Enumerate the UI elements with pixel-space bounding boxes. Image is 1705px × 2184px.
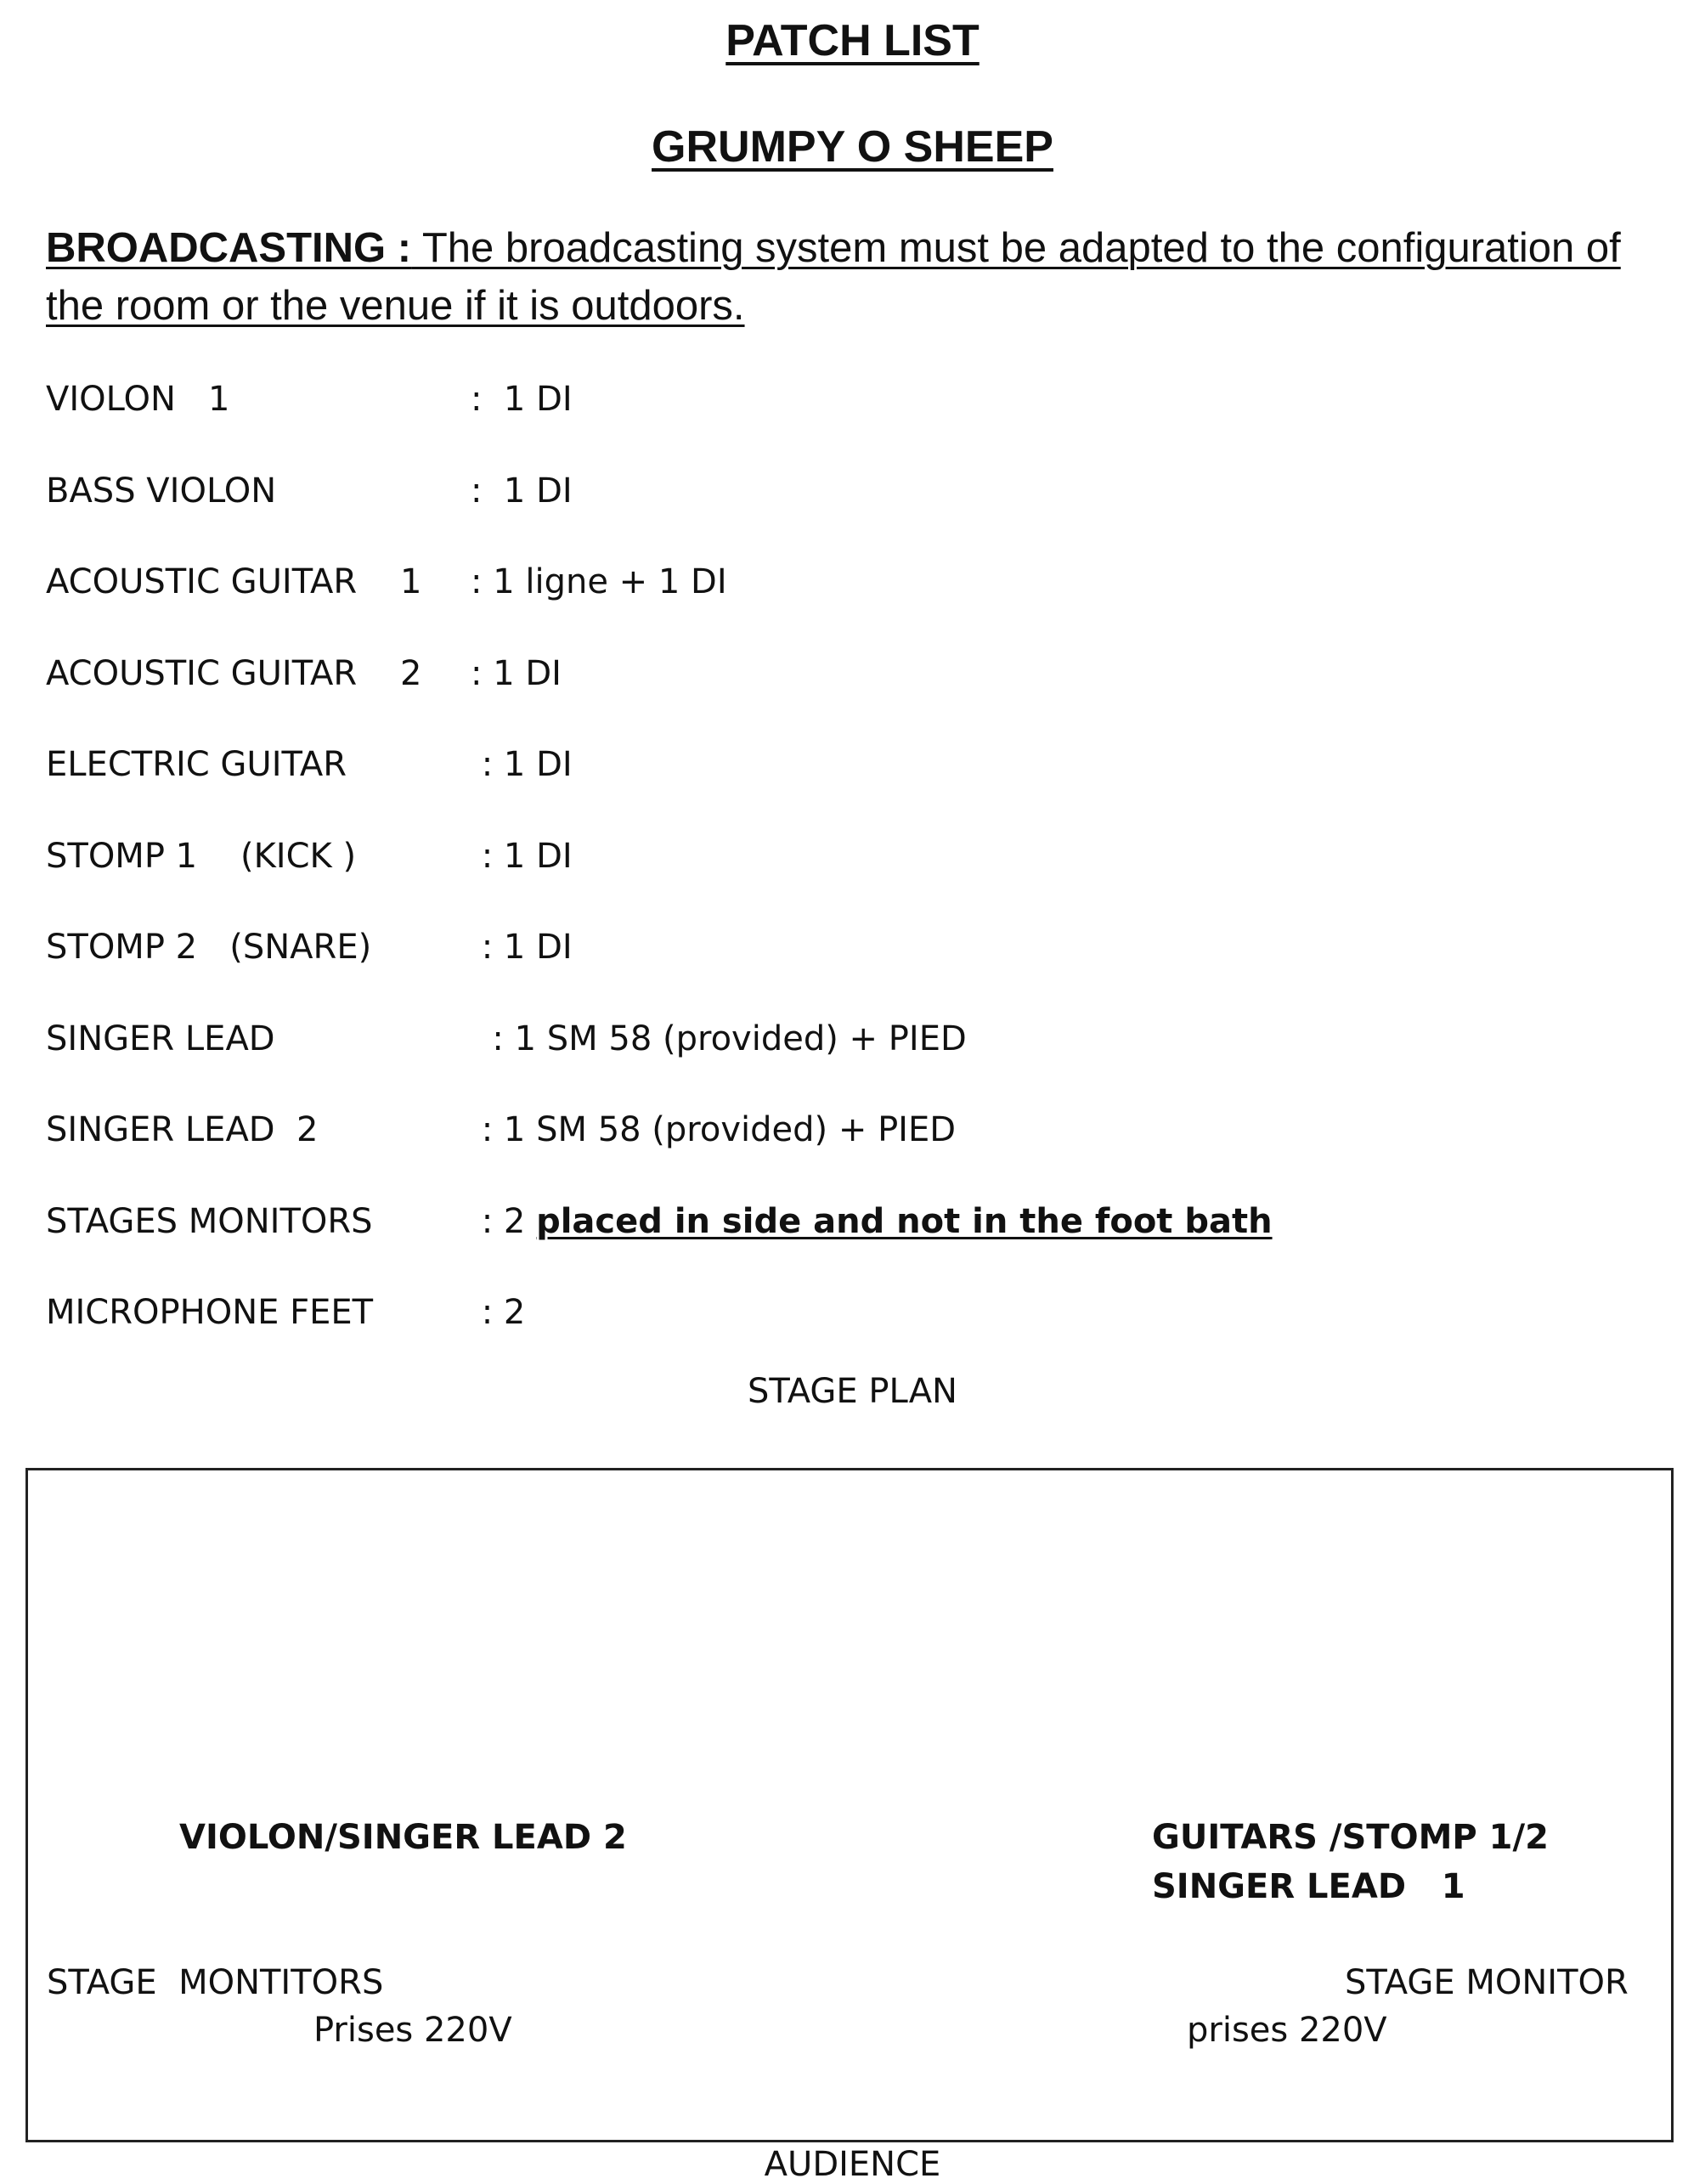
audience-label: AUDIENCE [764,2145,941,2184]
patch-value-text: : 1 DI [471,837,573,876]
patch-instrument: ACOUSTIC GUITAR 1 [46,562,422,601]
stage-right-monitor: STAGE MONITOR [1345,1963,1629,2002]
band-name: GRUMPY O SHEEP [652,122,1053,172]
stage-left-group: VIOLON/SINGER LEAD 2 [179,1818,627,1857]
patch-value [471,1104,956,1155]
patch-instrument: VIOLON 1 [46,380,230,419]
patch-value [471,648,562,699]
patch-value-text: : 1 SM 58 (provided) + PIED [471,1110,957,1149]
patch-value [471,466,573,516]
stage-plan-label: STAGE PLAN [748,1372,957,1411]
patch-instrument: ACOUSTIC GUITAR 2 [46,654,422,693]
patch-instrument: STOMP 1 (KICK ) [46,837,357,876]
stage-right-group-line2: SINGER LEAD 1 [1152,1867,1465,1906]
patch-value [471,374,573,425]
patch-instrument: BASS VIOLON [46,471,277,511]
patch-value [471,739,573,790]
patch-instrument: STOMP 2 (SNARE) [46,928,372,967]
stage-right-power: prises 220V [1187,2011,1387,2050]
stage-left-power: Prises 220V [313,2011,512,2050]
patch-value-text: : 1 DI [471,471,573,511]
patch-value [471,922,573,973]
patch-value [471,1287,525,1338]
broadcasting-text: The broadcasting system must be adapted to the configuration of the room or the venue if it is outdoors. [46,225,1621,329]
patch-instrument: STAGES MONITORS [46,1202,373,1241]
patch-instrument: SINGER LEAD [46,1019,275,1058]
patch-value-text: : 1 DI [471,654,562,693]
patch-value-text: : 1 ligne + 1 DI [471,562,727,601]
patch-value-text: : 1 DI [471,928,573,967]
patch-value-text: : 1 DI [471,380,573,419]
patch-value-emphasis: placed in side and not in the foot bath [536,1202,1273,1241]
stage-plan-box [25,1468,1674,2142]
broadcasting-label: BROADCASTING : [46,225,412,271]
patch-value-text: : 1 DI [471,745,573,784]
patch-instrument: MICROPHONE FEET [46,1293,374,1332]
stage-left-monitor: STAGE MONTITORS [47,1963,384,2002]
patch-value [471,831,573,882]
patch-value-text: : 2 [471,1202,537,1241]
patch-value-text: : 1 SM 58 (provided) + PIED [471,1019,967,1058]
patch-value [471,1013,967,1064]
stage-right-group-line1: GUITARS /STOMP 1/2 [1152,1818,1549,1857]
patch-value-text: : 2 [471,1293,526,1332]
patch-value [471,1196,1273,1247]
patch-instrument: SINGER LEAD 2 [46,1110,319,1149]
broadcasting-note [46,219,1643,335]
patch-instrument: ELECTRIC GUITAR [46,745,347,784]
patch-value [471,556,727,607]
page-title: PATCH LIST [725,16,980,65]
